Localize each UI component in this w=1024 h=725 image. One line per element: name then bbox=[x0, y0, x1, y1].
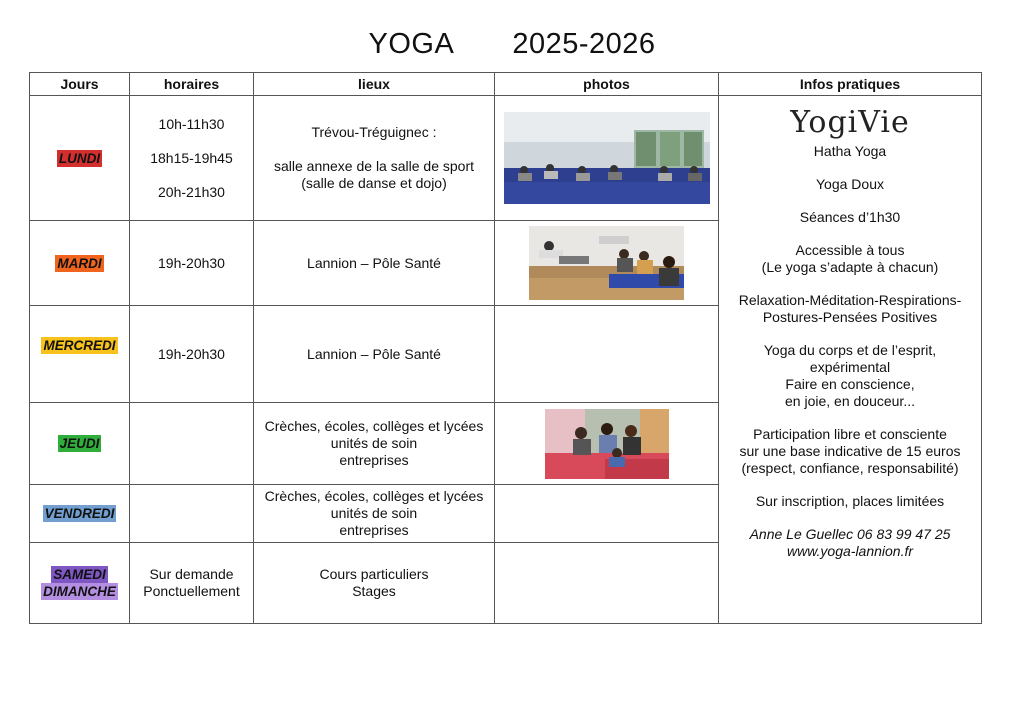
info-line: Faire en conscience, bbox=[785, 376, 915, 392]
page-title bbox=[0, 28, 1024, 61]
place-line: Crèches, écoles, collèges et lycées bbox=[264, 418, 484, 434]
info-line: expérimental bbox=[809, 359, 891, 375]
photo-cell bbox=[495, 403, 719, 485]
info-line: Accessible à tous bbox=[795, 242, 905, 258]
col-header-lieux: lieux bbox=[254, 73, 495, 96]
col-header-photos: photos bbox=[495, 73, 719, 96]
time-slot: 10h-11h30 bbox=[158, 115, 225, 132]
info-line: Yoga Doux bbox=[816, 176, 884, 192]
header-row bbox=[30, 73, 982, 96]
info-line: Séances d’1h30 bbox=[799, 209, 901, 225]
times-cell bbox=[130, 96, 254, 221]
yoga-class-photo bbox=[529, 226, 684, 300]
schedule-table bbox=[29, 72, 982, 624]
table-row bbox=[30, 96, 982, 221]
contact-phone: Anne Le Guellec 06 83 99 47 25 bbox=[749, 526, 951, 542]
yoga-room-photo bbox=[504, 112, 710, 204]
day-label-jeudi: JEUDI bbox=[59, 436, 100, 451]
day-label-lundi: LUNDI bbox=[58, 150, 101, 166]
info-line: Hatha Yoga bbox=[813, 143, 887, 159]
time-slot: 18h15-19h45 bbox=[150, 149, 233, 166]
place-line: Crèches, écoles, collèges et lycées bbox=[264, 488, 484, 504]
place-line: Trévou-Tréguignec : bbox=[311, 124, 437, 140]
day-label-dimanche: DIMANCHE bbox=[43, 584, 116, 599]
photo-cell-empty bbox=[495, 306, 719, 403]
info-line: Sur inscription, places limitées bbox=[755, 493, 945, 509]
place-line: entreprises bbox=[339, 522, 409, 538]
place-line: Stages bbox=[352, 583, 396, 599]
website-link[interactable]: www.yoga-lannion.fr bbox=[786, 543, 914, 559]
photo-cell-empty bbox=[495, 485, 719, 543]
place-line: salle annexe de la salle de sport bbox=[273, 158, 475, 174]
info-line: en joie, en douceur... bbox=[785, 393, 915, 409]
day-label-mardi: MARDI bbox=[57, 255, 102, 271]
place-cell bbox=[254, 403, 495, 485]
place-line: (salle de danse et dojo) bbox=[301, 175, 447, 191]
place-cell bbox=[254, 543, 495, 624]
place-line: unités de soin bbox=[330, 435, 418, 451]
photo-cell-empty bbox=[495, 543, 719, 624]
day-cell bbox=[30, 306, 130, 403]
photo-cell bbox=[495, 96, 719, 221]
place-cell: Lannion – Pôle Santé bbox=[254, 221, 495, 306]
times-cell bbox=[130, 485, 254, 543]
info-line: (Le yoga s’adapte à chacun) bbox=[761, 259, 939, 275]
day-cell bbox=[30, 543, 130, 624]
yogivie-logo: YogiVie bbox=[790, 105, 910, 140]
place-line: unités de soin bbox=[330, 505, 418, 521]
title-year: 2025-2026 bbox=[512, 28, 656, 60]
info-line: sur une base indicative de 15 euros bbox=[739, 443, 961, 459]
times-cell bbox=[130, 543, 254, 624]
col-header-horaires: horaires bbox=[130, 73, 254, 96]
times-cell: 19h-20h30 bbox=[130, 221, 254, 306]
children-yoga-photo bbox=[545, 409, 669, 479]
place-cell bbox=[254, 96, 495, 221]
place-line: entreprises bbox=[339, 452, 409, 468]
time-note: Ponctuellement bbox=[143, 583, 240, 599]
info-line: Relaxation-Méditation-Respirations- bbox=[738, 292, 962, 308]
time-note: Sur demande bbox=[149, 566, 234, 582]
info-line: (respect, confiance, responsabilité) bbox=[741, 460, 959, 476]
day-cell bbox=[30, 485, 130, 543]
info-line: Participation libre et consciente bbox=[753, 426, 947, 442]
title-text: YOGA bbox=[368, 28, 455, 60]
day-label-samedi: SAMEDI bbox=[53, 567, 106, 582]
place-cell bbox=[254, 485, 495, 543]
day-label-vendredi: VENDREDI bbox=[44, 506, 115, 521]
col-header-infos: Infos pratiques bbox=[719, 73, 982, 96]
day-label-mercredi: MERCREDI bbox=[43, 338, 116, 353]
day-cell bbox=[30, 221, 130, 306]
day-cell bbox=[30, 403, 130, 485]
info-line: Postures-Pensées Positives bbox=[762, 309, 938, 325]
col-header-jours: Jours bbox=[30, 73, 130, 96]
times-cell: 19h-20h30 bbox=[130, 306, 254, 403]
day-cell bbox=[30, 96, 130, 221]
time-slot: 20h-21h30 bbox=[158, 183, 225, 200]
place-line: Cours particuliers bbox=[319, 566, 429, 582]
times-cell bbox=[130, 403, 254, 485]
photo-cell bbox=[495, 221, 719, 306]
place-cell: Lannion – Pôle Santé bbox=[254, 306, 495, 403]
infos-cell bbox=[719, 96, 982, 624]
info-line: Yoga du corps et de l’esprit, bbox=[763, 342, 937, 358]
